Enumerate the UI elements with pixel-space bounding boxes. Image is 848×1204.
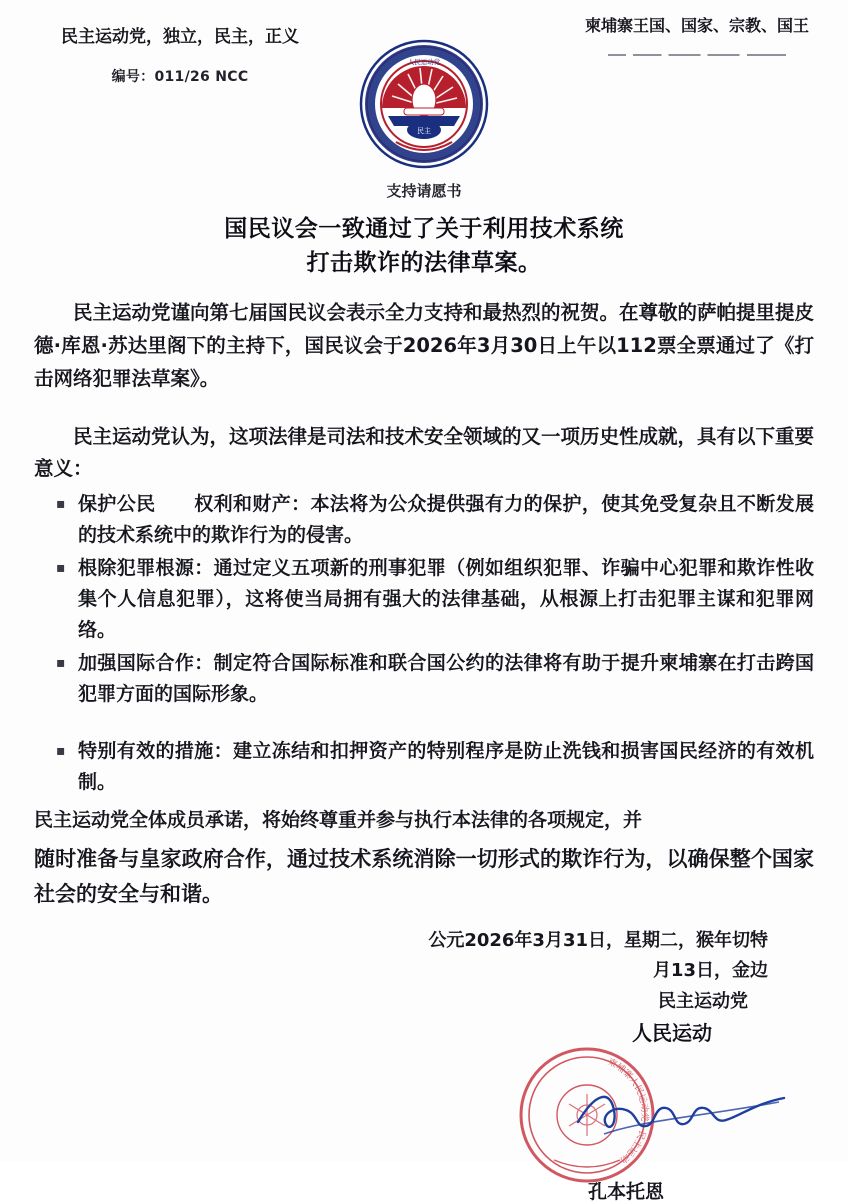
main-title-line-1: 国民议会一致通过了关于利用技术系统 [224, 216, 624, 242]
paragraph-gap [34, 399, 814, 421]
point-heading: 加强国际合作： [78, 652, 214, 674]
point-heading: 特别有效的措施： [78, 740, 234, 762]
kingdom-title: 柬埔寨王国、国家、宗教、国王 [584, 16, 809, 35]
points-list [34, 489, 814, 710]
list-item [56, 736, 814, 798]
svg-text:民主: 民主 [417, 127, 431, 135]
document-body [34, 212, 815, 1203]
svg-text:人民运动党: 人民运动党 [407, 58, 441, 66]
list-item [56, 648, 814, 710]
date-line-2: 月13日，金边 [652, 960, 768, 981]
document-number: 编号：011/26 NCC [111, 69, 249, 85]
closing-line-2: 随时准备与皇家政府合作，通过技术系统消除一切形式的欺诈行为，以确保整个国家社会的安全与和谐。 [34, 847, 814, 906]
point-heading: 保护公民 权利和财产： [78, 493, 311, 515]
list-item [56, 553, 814, 646]
point-text: 通过定义五项新的刑事犯罪（例如组织犯罪、诈骗中心犯罪和欺诈性收集个人信息犯罪），这将使当局拥有强大的法律基础，从根源上打击犯罪主谋和犯罪网络。 [78, 557, 814, 641]
list-item [56, 489, 814, 551]
party-motto: 民主运动党，独立，民主，正义 [61, 27, 299, 47]
main-title-line-2: 打击欺诈的法律草案。 [306, 250, 542, 276]
point-heading: 根除犯罪根源： [78, 557, 214, 579]
signing-organization: 民主运动党 [658, 991, 748, 1012]
support-petition-title: 支持请愿书 [386, 182, 462, 200]
handwritten-signature [574, 1076, 794, 1146]
point-text: 建立冻结和扣押资产的特别程序是防止洗钱和损害国民经济的有效机制。 [78, 740, 814, 793]
closing-line-1: 民主运动党全体成员承诺，将始终尊重并参与执行本法律的各项规定，并 [34, 809, 643, 831]
signer-name: 孔本托恩 [587, 1181, 664, 1203]
header-left-block [40, 22, 320, 92]
intro-paragraph: 民主运动党谨向第七届国民议会表示全力支持和最热烈的祝贺。在尊敬的萨帕提里提皮德·库恩·苏达里阁下的主持下，国民议会于2026年3月30日上午以112票全票通过了《打击网络犯罪法草案》。 [34, 301, 815, 390]
list-gap [34, 712, 814, 732]
points-list-secondary [34, 736, 814, 798]
signature-block [34, 926, 814, 1048]
point-text: 制定符合国际标准和联合国公约的法律将有助于提升柬埔寨在打击跨国犯罪方面的国际形象。 [78, 652, 814, 705]
document-header [0, 0, 848, 200]
main-title [34, 212, 814, 280]
party-emblem-icon [358, 38, 490, 170]
khmer-decorative-line [582, 47, 812, 61]
lead-paragraph: 民主运动党认为，这项法律是司法和技术安全领域的又一项历史性成就，具有以下重要意义： [34, 425, 815, 480]
signing-organization-secondary: 人民运动 [632, 1021, 712, 1045]
header-right-block [582, 12, 812, 61]
svg-text:柬埔寨人民运动党 · 民主运动: 柬埔寨人民运动党 · 民主运动 [605, 1057, 650, 1165]
stamp-and-signature-area [34, 1048, 814, 1203]
point-text: 本法将为公众提供强有力的保护，使其免受复杂且不断发展的技术系统中的欺诈行为的侵害。 [78, 493, 814, 546]
date-line-1: 公元2026年3月31日，星期二，猴年切特 [428, 930, 768, 951]
